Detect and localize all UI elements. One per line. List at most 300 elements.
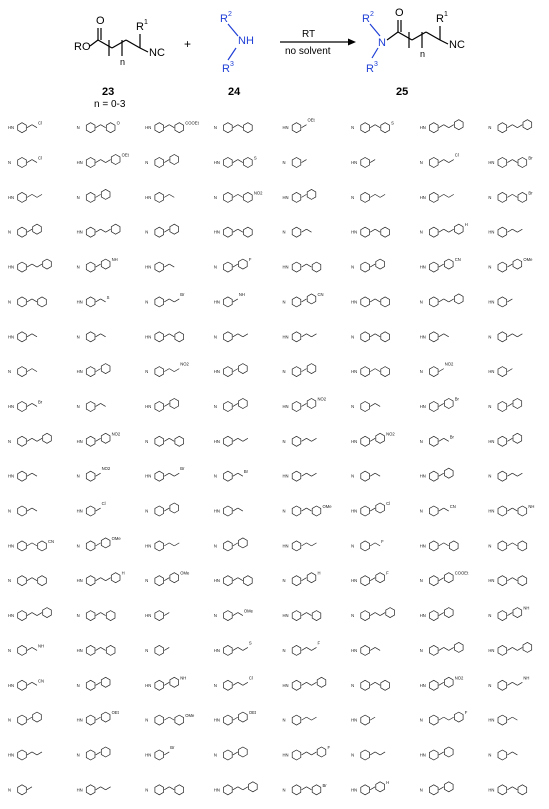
amine-structure [488, 576, 526, 586]
amine-structure [8, 297, 46, 307]
svg-text:CN: CN [449, 504, 456, 510]
svg-text:NH: NH [523, 675, 530, 681]
svg-text:N: N [213, 403, 217, 409]
svg-text:N: N [282, 787, 286, 793]
svg-text:N: N [351, 682, 355, 688]
amine-structure [214, 675, 253, 690]
amine-structure [8, 576, 46, 586]
amine-structure [351, 227, 389, 237]
amine-structure [351, 297, 389, 307]
amine-structure [214, 257, 252, 272]
amine-structure [145, 121, 199, 133]
nh-group: NH [238, 35, 254, 47]
svg-text:HN: HN [145, 682, 152, 688]
svg-text:N: N [145, 578, 149, 584]
svg-text:HN: HN [213, 438, 220, 444]
condition-rt: RT [302, 29, 316, 40]
reaction-scheme [0, 0, 549, 110]
amine-structure [488, 785, 526, 795]
svg-text:HN: HN [488, 229, 495, 235]
amine-structure [488, 156, 533, 168]
amine-structure [420, 222, 468, 237]
svg-text:HN: HN [145, 264, 152, 270]
svg-text:N: N [8, 160, 12, 166]
amine-structure [145, 785, 183, 795]
amine-structure [351, 571, 389, 586]
svg-text:R: R [136, 21, 144, 33]
svg-text:Cl: Cl [386, 501, 391, 507]
amine-structure [8, 506, 37, 516]
svg-text:N: N [145, 299, 149, 305]
svg-text:HN: HN [419, 613, 426, 619]
svg-text:COOEt: COOEt [454, 570, 469, 576]
svg-text:Cl: Cl [101, 501, 106, 507]
svg-text:HN: HN [419, 543, 426, 549]
amine-structure [145, 362, 189, 377]
amine-structure [488, 642, 531, 655]
svg-text:3: 3 [374, 61, 378, 68]
svg-text:N: N [213, 334, 217, 340]
amine-structure [8, 367, 37, 377]
svg-text:Br: Br [528, 155, 533, 161]
svg-text:N: N [488, 473, 492, 479]
amine-structure [77, 257, 118, 272]
amine-structure [351, 539, 384, 551]
svg-text:HN: HN [76, 508, 83, 514]
svg-text:N: N [351, 194, 355, 200]
amine-structure [351, 158, 375, 168]
svg-text:N: N [145, 717, 149, 723]
svg-text:HN: HN [488, 369, 495, 375]
amine-structure [77, 431, 121, 446]
svg-text:HN: HN [76, 647, 83, 653]
svg-text:N: N [76, 682, 80, 688]
svg-text:COOEt: COOEt [185, 120, 199, 126]
svg-text:N: N [351, 264, 355, 270]
svg-text:F: F [381, 538, 384, 544]
svg-text:HN: HN [145, 543, 152, 549]
svg-text:HN: HN [145, 194, 152, 200]
amine-structure [214, 538, 247, 551]
svg-text:HN: HN [213, 160, 220, 166]
svg-text:Br: Br [528, 190, 533, 196]
amine-structure [488, 675, 529, 690]
amine-structure [283, 677, 326, 690]
amine-structure [351, 750, 385, 760]
n-range-label: n = 0-3 [94, 99, 126, 110]
svg-text:3: 3 [230, 61, 234, 68]
svg-text:O: O [96, 15, 105, 27]
svg-text:Br: Br [243, 469, 249, 475]
amine-structure [488, 606, 529, 621]
svg-text:HN: HN [76, 299, 83, 305]
amine-structure [351, 192, 385, 202]
svg-text:N: N [213, 752, 217, 758]
svg-text:N: N [419, 160, 423, 166]
amine-structure [488, 715, 517, 725]
amine-structure [214, 227, 252, 237]
svg-text:S: S [391, 120, 394, 126]
svg-text:HN: HN [351, 438, 358, 444]
svg-text:N: N [282, 369, 286, 375]
amine-structure [77, 710, 120, 725]
svg-text:HN: HN [282, 752, 289, 758]
amine-structure [488, 367, 512, 377]
condition-no-solvent: no solvent [285, 46, 331, 57]
amine-structure [420, 675, 464, 690]
svg-text:N: N [419, 787, 423, 793]
svg-text:OMe: OMe [523, 257, 533, 263]
svg-text:Cl: Cl [38, 120, 42, 126]
svg-text:H: H [464, 222, 468, 228]
svg-text:N: N [282, 160, 286, 166]
svg-text:HN: HN [419, 403, 426, 409]
amine-structure [283, 611, 321, 621]
svg-text:N: N [76, 334, 80, 340]
amine-structure [351, 431, 395, 446]
amine-structure [351, 259, 384, 272]
svg-text:HN: HN [282, 543, 289, 549]
amine-structure [214, 190, 263, 202]
amine-structure [283, 541, 317, 551]
svg-text:F: F [248, 257, 252, 263]
amine-structure [77, 571, 125, 586]
svg-text:HN: HN [8, 264, 15, 270]
amine-structure [145, 155, 178, 168]
svg-text:OEt: OEt [248, 710, 257, 716]
amine-structure [283, 471, 317, 481]
svg-text:R: R [222, 63, 230, 75]
amine-structure [420, 153, 459, 168]
svg-text:N: N [76, 543, 80, 549]
amine-structure [420, 332, 449, 342]
svg-text:N: N [282, 578, 286, 584]
svg-text:HN: HN [488, 508, 495, 514]
svg-text:N: N [488, 543, 492, 549]
svg-text:N: N [213, 613, 217, 619]
svg-text:CN: CN [317, 291, 324, 297]
svg-text:NC: NC [449, 39, 465, 51]
svg-text:n: n [420, 49, 426, 59]
svg-text:N: N [351, 752, 355, 758]
amine-structure [214, 506, 243, 516]
svg-text:N: N [8, 229, 12, 235]
svg-text:N: N [213, 543, 217, 549]
svg-text:N: N [351, 403, 355, 409]
amine-structure [488, 227, 522, 237]
svg-text:NO2: NO2 [444, 361, 454, 367]
svg-text:HN: HN [351, 299, 358, 305]
svg-text:Cl: Cl [38, 155, 42, 161]
amine-structure [420, 504, 456, 516]
svg-text:2: 2 [228, 11, 232, 18]
amine-structure [77, 611, 115, 621]
amine-structure [77, 645, 115, 655]
svg-text:HN: HN [213, 717, 220, 723]
amine-structure [214, 123, 252, 133]
svg-text:R: R [366, 63, 374, 75]
svg-text:N: N [76, 264, 80, 270]
amine-structure [488, 399, 521, 412]
amine-structure [420, 710, 468, 725]
amine-structure [488, 332, 522, 342]
amine-structure [8, 471, 37, 481]
svg-text:HN: HN [282, 682, 289, 688]
svg-text:R: R [220, 13, 228, 25]
svg-text:R: R [362, 13, 370, 25]
svg-text:HN: HN [282, 125, 289, 131]
svg-text:HN: HN [488, 578, 495, 584]
svg-text:N: N [282, 438, 286, 444]
amine-structure [145, 192, 174, 202]
svg-text:CN: CN [48, 538, 55, 544]
amine-structure [283, 396, 327, 411]
svg-text:HN: HN [8, 334, 15, 340]
svg-text:HN: HN [488, 299, 495, 305]
svg-text:N: N [145, 438, 149, 444]
amine-structure-grid [0, 112, 549, 809]
svg-text:HN: HN [213, 787, 220, 793]
amine-structure [145, 399, 178, 412]
amine-structure [420, 192, 454, 202]
amine-structure [283, 227, 312, 237]
amine-structure [145, 466, 185, 481]
amine-structure [77, 153, 130, 168]
svg-text:NO2: NO2 [101, 466, 111, 472]
amine-structure [283, 158, 307, 168]
amine-structure [351, 608, 394, 621]
svg-text:HN: HN [351, 160, 358, 166]
amine-structure [145, 224, 178, 237]
amine-structure [420, 642, 463, 655]
svg-text:NH: NH [528, 504, 535, 510]
amine-structure [77, 747, 110, 760]
amine-structure [488, 257, 533, 272]
svg-text:N: N [419, 438, 423, 444]
svg-text:N: N [76, 403, 80, 409]
svg-text:N: N [282, 717, 286, 723]
svg-text:HN: HN [8, 613, 15, 619]
svg-text:HN: HN [419, 264, 426, 270]
amine-structure [214, 782, 257, 795]
svg-text:HN: HN [488, 647, 495, 653]
svg-text:NO2: NO2 [317, 396, 327, 402]
svg-text:HN: HN [145, 334, 152, 340]
svg-text:N: N [488, 125, 492, 131]
amine-structure [8, 678, 44, 690]
svg-text:Cl: Cl [454, 152, 459, 158]
amine-structure [145, 571, 190, 586]
amine-structure [8, 785, 32, 795]
svg-text:N: N [419, 578, 423, 584]
svg-text:HN: HN [213, 229, 220, 235]
amine-structure [420, 434, 455, 446]
svg-text:N: N [282, 647, 286, 653]
svg-text:H: H [121, 570, 125, 576]
svg-text:HN: HN [213, 578, 220, 584]
amine-structure [77, 189, 110, 202]
svg-text:F: F [317, 640, 321, 646]
svg-text:N: N [419, 299, 423, 305]
svg-text:Cl: Cl [248, 675, 253, 681]
svg-text:1: 1 [144, 19, 148, 26]
svg-text:Br: Br [454, 396, 459, 402]
amine-structure [8, 259, 51, 272]
amine-structure [283, 640, 321, 655]
amine-structure [283, 715, 317, 725]
amine-structure [283, 504, 333, 516]
svg-text:NO2: NO2 [180, 361, 189, 367]
svg-text:HN: HN [76, 578, 83, 584]
amine-structure [283, 364, 316, 377]
amine-structure [214, 710, 257, 725]
svg-text:HN: HN [351, 717, 358, 723]
svg-text:HN: HN [76, 787, 83, 793]
svg-text:Br: Br [449, 434, 454, 440]
svg-text:N: N [145, 508, 149, 514]
svg-text:S: S [248, 640, 252, 646]
svg-text:N: N [213, 682, 217, 688]
reactant-24 [220, 11, 254, 98]
svg-text:NH: NH [180, 675, 187, 681]
svg-text:NH: NH [111, 257, 118, 263]
svg-text:HN: HN [351, 508, 358, 514]
svg-text:HN: HN [76, 229, 83, 235]
amine-structure [145, 745, 175, 760]
amine-structure [283, 436, 317, 446]
amine-structure [145, 541, 179, 551]
amine-structure [77, 466, 111, 481]
svg-text:Br: Br [180, 291, 185, 297]
amine-structure [351, 367, 389, 377]
svg-text:HN: HN [351, 647, 358, 653]
product-25 [362, 7, 465, 98]
amine-structure [8, 643, 44, 655]
svg-text:F: F [327, 744, 331, 750]
amine-structure [283, 118, 316, 133]
amine-structure [351, 680, 389, 690]
svg-text:N: N [8, 787, 12, 793]
svg-text:NH: NH [523, 605, 530, 611]
amine-structure [488, 433, 521, 446]
amine-structure [214, 436, 248, 446]
svg-text:HN: HN [282, 334, 289, 340]
svg-text:N: N [76, 194, 80, 200]
amine-structure [488, 750, 517, 760]
svg-text:HN: HN [351, 578, 358, 584]
compound-label-25: 25 [396, 86, 409, 98]
svg-text:Br: Br [322, 782, 327, 788]
svg-text:R: R [436, 13, 444, 25]
svg-text:HN: HN [145, 473, 152, 479]
svg-text:N: N [8, 578, 12, 584]
svg-text:HN: HN [8, 752, 15, 758]
amine-structure [283, 571, 321, 586]
svg-text:HN: HN [488, 160, 495, 166]
svg-text:N: N [351, 613, 355, 619]
svg-text:HN: HN [213, 299, 220, 305]
svg-text:N: N [76, 613, 80, 619]
svg-text:HN: HN [488, 787, 495, 793]
amine-structure [145, 611, 169, 621]
svg-text:N: N [488, 264, 492, 270]
amine-structure [77, 677, 110, 690]
amine-structure [214, 292, 245, 307]
svg-text:H: H [317, 570, 321, 576]
svg-text:N: N [419, 369, 423, 375]
svg-text:F: F [386, 570, 389, 576]
svg-text:H: H [386, 779, 390, 785]
amine-structure [488, 471, 522, 481]
svg-text:HN: HN [76, 160, 83, 166]
amine-structure [420, 468, 453, 481]
amine-structure [283, 262, 321, 272]
svg-text:OMe: OMe [111, 535, 121, 541]
svg-text:HN: HN [351, 369, 358, 375]
svg-text:N: N [488, 682, 492, 688]
svg-text:2: 2 [370, 11, 374, 18]
amine-structure [145, 292, 185, 307]
amine-structure [214, 364, 247, 377]
reaction-arrow [280, 29, 356, 57]
plus-sign: + [184, 37, 192, 51]
amine-structure [145, 503, 178, 516]
amine-structure [420, 294, 463, 307]
svg-text:OMe: OMe [322, 504, 332, 510]
svg-text:HN: HN [282, 473, 289, 479]
svg-text:Br: Br [180, 466, 185, 472]
amine-structure [8, 332, 37, 342]
svg-text:N: N [145, 229, 149, 235]
svg-text:HN: HN [145, 125, 152, 131]
svg-text:Br: Br [38, 399, 43, 405]
svg-text:HN: HN [419, 682, 426, 688]
amine-structure [488, 541, 526, 551]
amine-structure [8, 608, 51, 621]
svg-text:N: N [419, 647, 423, 653]
svg-text:N: N [488, 752, 492, 758]
amine-structure [8, 224, 41, 237]
svg-text:N: N [282, 508, 286, 514]
svg-text:n: n [120, 57, 126, 67]
svg-text:N: N [351, 543, 355, 549]
amine-structure [420, 608, 453, 621]
svg-text:HN: HN [282, 403, 289, 409]
svg-text:HN: HN [282, 264, 289, 270]
svg-text:HN: HN [76, 717, 83, 723]
svg-text:HN: HN [76, 438, 83, 444]
svg-text:HN: HN [488, 717, 495, 723]
svg-text:HN: HN [8, 194, 15, 200]
svg-text:N: N [488, 403, 492, 409]
amine-structure [77, 402, 106, 412]
svg-text:OEt: OEt [111, 710, 119, 716]
amine-structure [420, 782, 453, 795]
svg-text:N: N [419, 717, 423, 723]
svg-text:N: N [213, 264, 217, 270]
svg-text:HN: HN [145, 613, 152, 619]
svg-text:HN: HN [8, 682, 15, 688]
amine-structure [77, 332, 106, 342]
amine-structure [145, 436, 183, 446]
svg-text:NH: NH [38, 643, 45, 649]
svg-text:HN: HN [145, 403, 152, 409]
svg-text:HN: HN [419, 473, 426, 479]
svg-text:HN: HN [8, 473, 15, 479]
amine-structure [420, 571, 469, 586]
svg-text:N: N [351, 473, 355, 479]
amine-structure [214, 332, 248, 342]
